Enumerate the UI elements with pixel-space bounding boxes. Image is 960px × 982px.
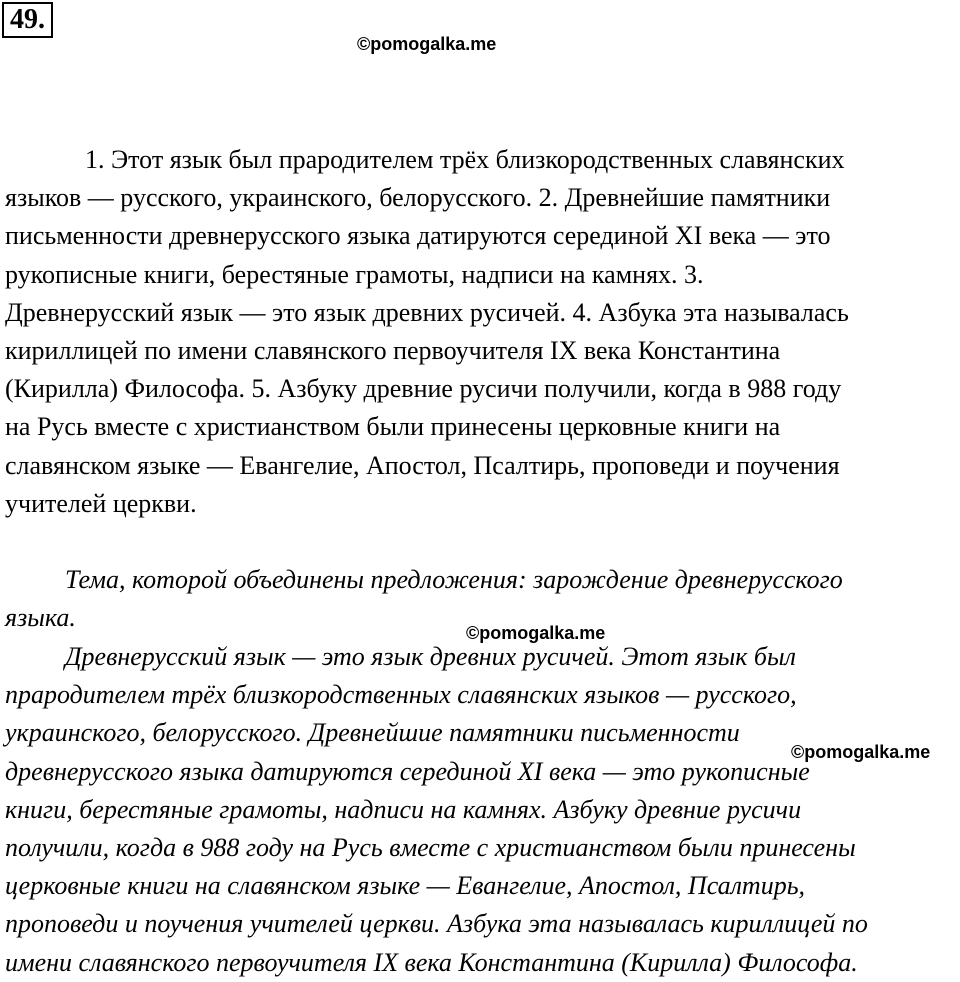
text-line: славянском языке — Евангелие, Апостол, Псалтирь, проповеди и поучения (5, 450, 840, 480)
text-line: прародителем трёх близкородственных славянских языков — русского, (5, 680, 797, 710)
text-line: 1. Этот язык был прародителем трёх близкородственных славянских (85, 145, 845, 174)
text-line: церковные книги на славянском языке — Евангелие, Апостол, Псалтирь, (5, 871, 806, 901)
text-line: кириллицей по имени славянского первоучителя IX века Константина (5, 335, 781, 365)
text-line: языка. (5, 603, 76, 633)
watermark: ©pomogalka.me (466, 623, 606, 643)
text-line: языков — русского, украинского, белорусского. 2. Древнейшие памятники (5, 183, 831, 213)
text-line: книги, берестяные грамоты, надписи на камнях. Азбуку древние русичи (5, 794, 802, 824)
text-line: письменности древнерусского языка датируются серединой XI века — это (5, 221, 831, 251)
text-line: имени славянского первоучителя IX века Константина (Кирилла) Философа. (5, 947, 858, 977)
rearranged-text-paragraph (5, 638, 945, 982)
watermark: ©pomogalka.me (357, 34, 497, 54)
text-line: на Русь вместе с христианством были принесены церковные книги на (5, 412, 781, 442)
text-line: украинского, белорусского. Древнейшие памятники письменности (5, 718, 740, 748)
exercise-number: 49. (2, 2, 53, 38)
text-line: Тема, которой объединены предложения: зарождение древнерусского (65, 565, 843, 594)
text-line: (Кирилла) Философа. 5. Азбуку древние русичи получили, когда в 988 году (5, 374, 842, 404)
text-line: рукописные книги, берестяные грамоты, надписи на камнях. 3. (5, 259, 704, 289)
text-line: получили, когда в 988 году на Русь вместе с христианством были принесены (5, 832, 856, 862)
text-line: древнерусского языка датируются серединой XI века — это рукописные (5, 756, 810, 786)
text-line: Древнерусский язык — это язык древних русичей. Этот язык был (65, 642, 796, 671)
answer-paragraph (5, 141, 945, 523)
text-line: Древнерусский язык — это язык древних русичей. 4. Азбука эта называлась (5, 297, 849, 327)
text-line: учителей церкви. (5, 488, 197, 518)
text-line: проповеди и поучения учителей церкви. Азбука эта называлась кириллицей по (5, 909, 868, 939)
watermark: ©pomogalka.me (791, 742, 931, 762)
